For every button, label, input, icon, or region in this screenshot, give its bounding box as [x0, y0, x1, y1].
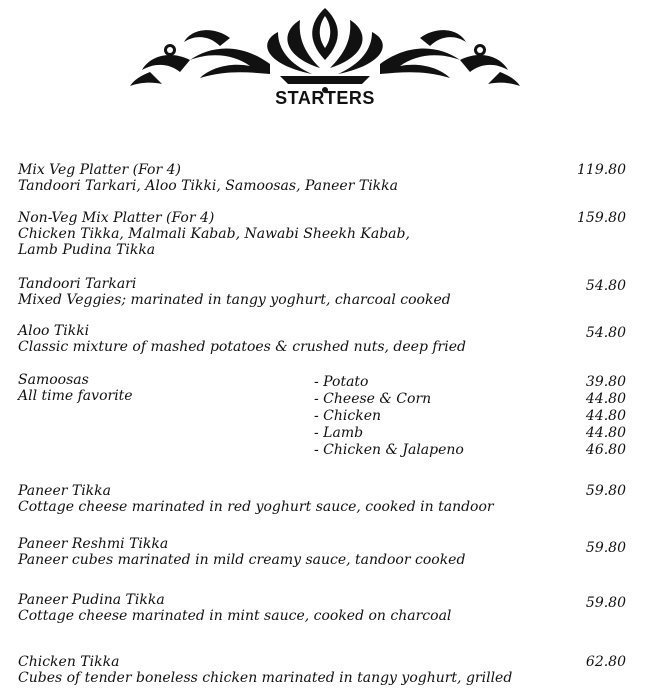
item-name: Chicken Tikka [18, 654, 120, 670]
item-name: Samoosas [18, 372, 89, 388]
item-price: 59.80 [585, 483, 626, 499]
menu-item [18, 483, 630, 515]
item-description: Mixed Veggies; marinated in tangy yoghurt, charcoal cooked [18, 292, 451, 308]
item-description: Classic mixture of mashed potatoes & crushed nuts, deep fried [18, 339, 466, 355]
menu-item [18, 654, 630, 686]
item-name: Paneer Pudina Tikka [18, 592, 165, 608]
item-price: 119.80 [577, 162, 626, 178]
item-name: Aloo Tikki [18, 323, 90, 339]
item-name: Tandoori Tarkari [18, 276, 137, 292]
variant-label: - Chicken & Jalapeno [314, 442, 464, 458]
menu-item [18, 162, 630, 194]
variant-price: 44.80 [585, 425, 626, 441]
item-price: 159.80 [577, 210, 626, 226]
item-price: 59.80 [585, 540, 626, 556]
variant-price: 44.80 [585, 391, 626, 407]
item-name: Mix Veg Platter (For 4) [18, 162, 181, 178]
item-description: Cottage cheese marinated in red yoghurt sauce, cooked in tandoor [18, 499, 494, 515]
variant-label: - Lamb [314, 425, 364, 441]
variant-label: - Chicken [314, 408, 382, 424]
item-name: Paneer Tikka [18, 483, 111, 499]
section-title: STARTERS [275, 88, 375, 108]
item-price: 59.80 [585, 595, 626, 611]
variant-price: 44.80 [585, 408, 626, 424]
variant-price: 46.80 [585, 442, 626, 458]
item-description: Lamb Pudina Tikka [18, 242, 156, 258]
item-name: Paneer Reshmi Tikka [18, 536, 169, 552]
variant-list [314, 374, 464, 459]
decorative-lotus-flourish-icon [130, 2, 520, 94]
item-description: Tandoori Tarkari, Aloo Tikki, Samoosas, Paneer Tikka [18, 178, 398, 194]
variant-label: - Potato [314, 374, 369, 390]
variant-label: - Cheese & Corn [314, 391, 432, 407]
menu-item [18, 536, 630, 568]
item-description: Cubes of tender boneless chicken marinated in tangy yoghurt, grilled [18, 670, 513, 686]
item-price: 54.80 [585, 325, 626, 341]
item-name: Non-Veg Mix Platter (For 4) [18, 210, 215, 226]
variant-price: 39.80 [585, 374, 626, 390]
item-description: Chicken Tikka, Malmali Kabab, Nawabi Sheekh Kabab, [18, 226, 410, 242]
menu-item [18, 592, 630, 624]
item-description: Cottage cheese marinated in mint sauce, cooked on charcoal [18, 608, 452, 624]
menu-item-samoosas [18, 372, 630, 462]
variant-prices [586, 374, 626, 459]
menu-item [18, 210, 630, 258]
menu-item [18, 276, 630, 308]
item-price: 54.80 [585, 278, 626, 294]
item-description: Paneer cubes marinated in mild creamy sauce, tandoor cooked [18, 552, 466, 568]
menu-item [18, 323, 630, 355]
item-price: 62.80 [585, 654, 626, 670]
item-description: All time favorite [18, 388, 133, 404]
